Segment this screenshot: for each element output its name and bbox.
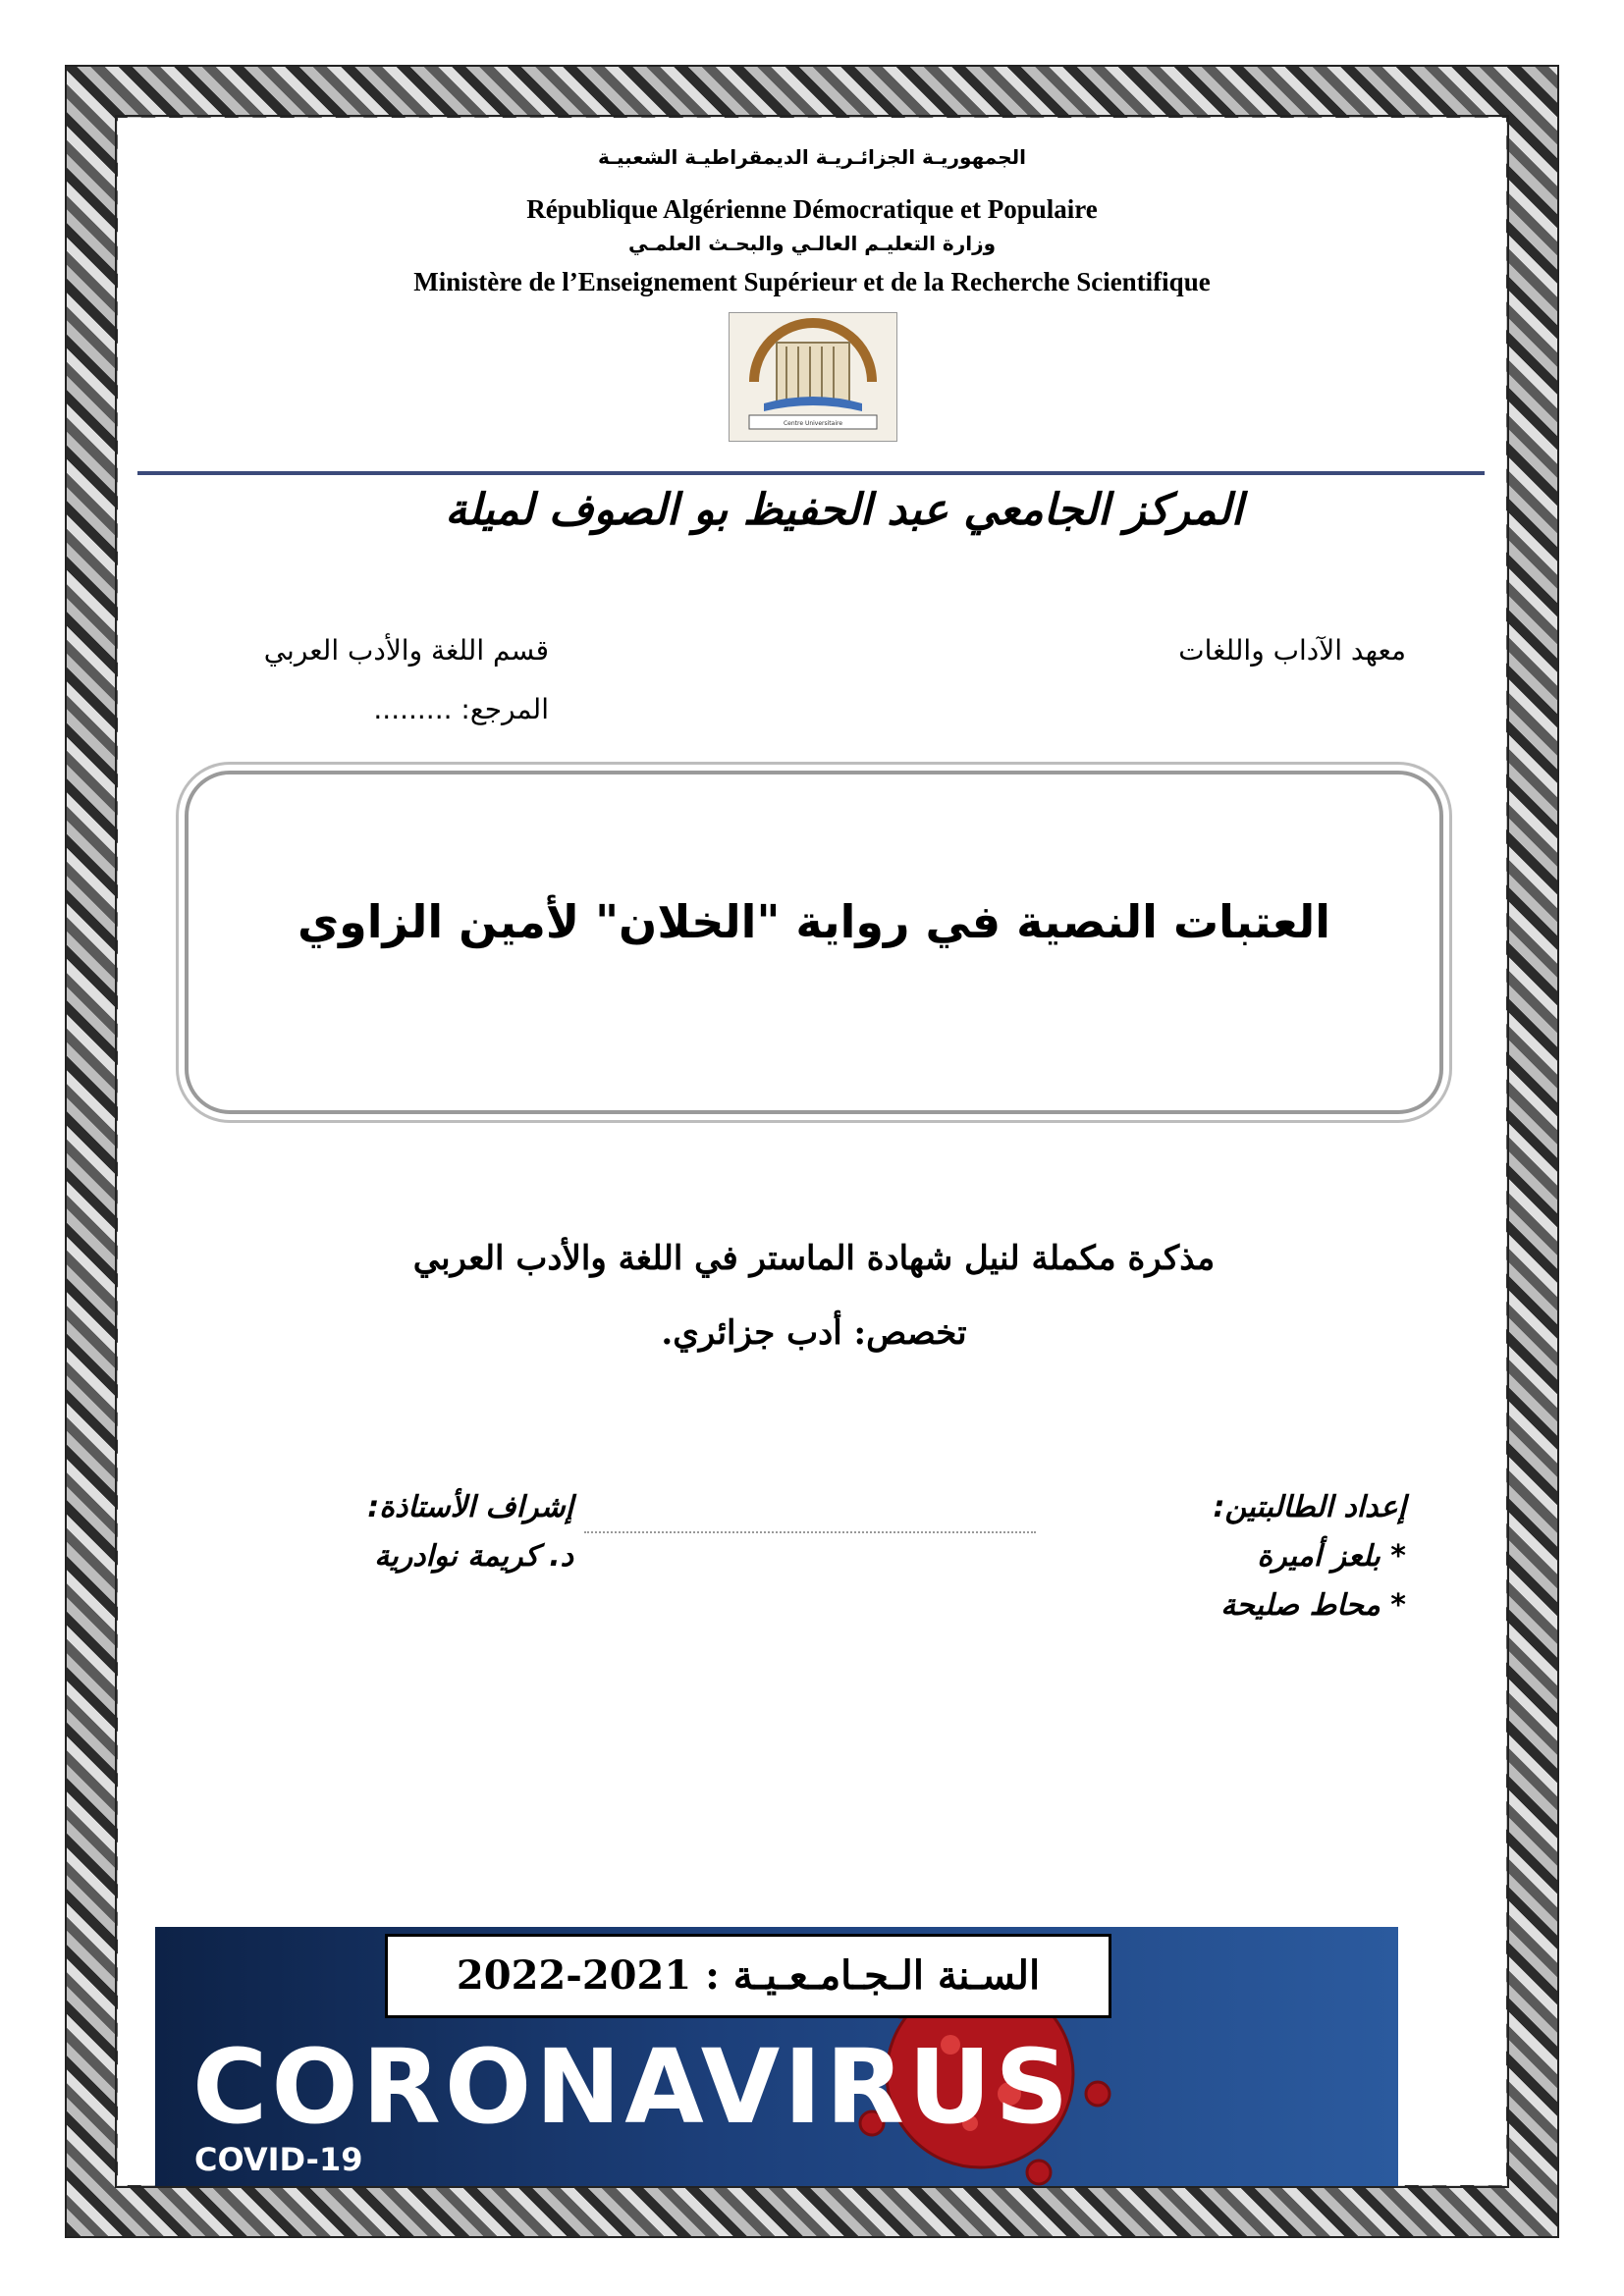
dotted-separator	[584, 1531, 1036, 1533]
student-name: * بلعز أميرة	[1257, 1539, 1406, 1574]
student-name: * محاط صليحة	[1220, 1588, 1406, 1623]
thesis-title: العتبات النصية في رواية "الخلان" لأمين الزاوي	[297, 895, 1331, 948]
department-name: قسم اللغة والأدب العربي	[263, 634, 549, 667]
specialty-line: تخصص: أدب جزائري.	[661, 1313, 967, 1353]
ministry-ar: وزارة التعليـم العالـي والبحـث العلمـي	[627, 232, 997, 255]
university-logo	[729, 312, 897, 442]
coronavirus-word: CORONAVIRUS	[192, 2027, 1073, 2147]
supervisor-name: د. كريمة نوادرية	[374, 1539, 573, 1574]
academic-year: السـنة الـجـامـعـيـة : 2021-2022	[385, 1934, 1111, 2018]
students-label: إعداد الطالبتين:	[1213, 1490, 1406, 1524]
university-name: المركز الجامعي عبد الحفيظ بو الصوف لميلة	[445, 485, 1243, 535]
svg-text:Centre Universitaire: Centre Universitaire	[783, 420, 843, 427]
ministry-fr: Ministère de l’Enseignement Supérieur et de la Recherche Scientifique	[413, 267, 1211, 296]
university-building-icon	[730, 313, 896, 441]
reference-line: المرجع: .........	[373, 693, 549, 725]
institute-name: معهد الآداب واللغات	[1178, 634, 1406, 667]
header-divider	[137, 471, 1485, 475]
republic-ar: الجمهوريـة الجزائـريـة الديمقراطيـة الشعبيـة	[598, 145, 1026, 169]
covid-label: COVID-19	[194, 2141, 363, 2178]
republic-fr: République Algérienne Démocratique et Populaire	[526, 194, 1098, 224]
supervisor-label: إشراف الأستاذة:	[367, 1490, 573, 1524]
degree-statement: مذكرة مكملة لنيل شهادة الماستر في اللغة والأدب العربي	[412, 1239, 1216, 1278]
